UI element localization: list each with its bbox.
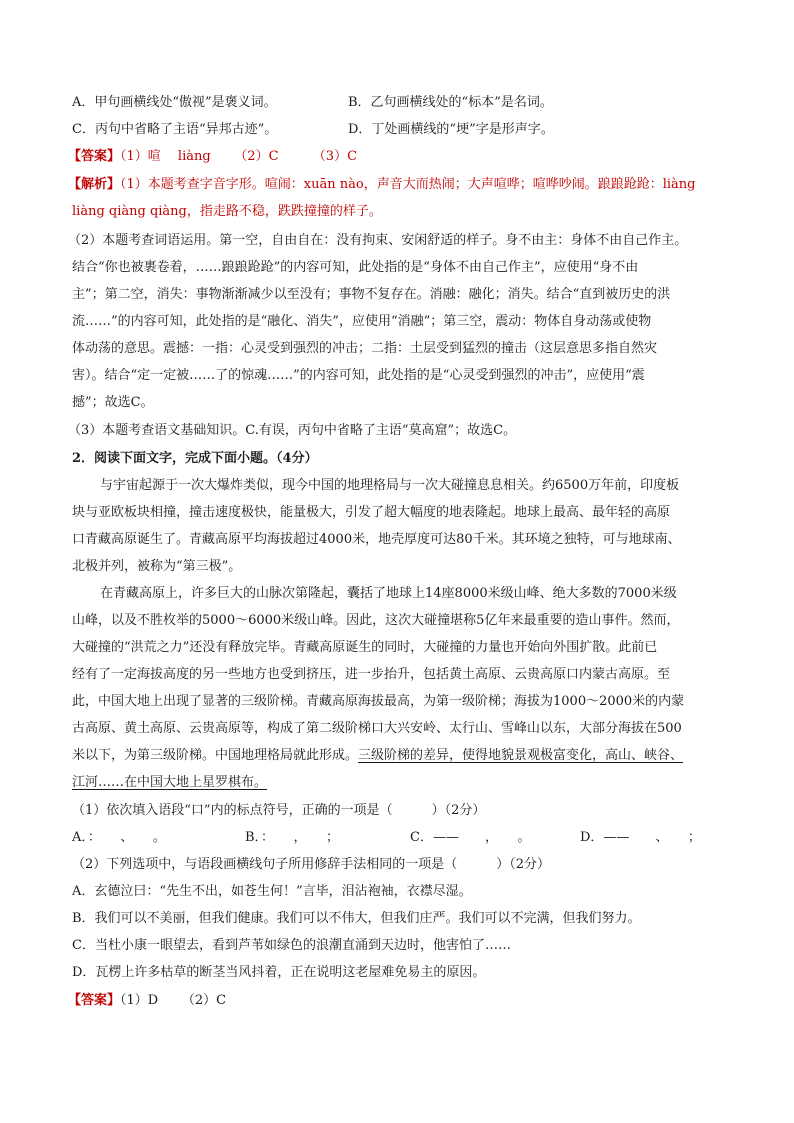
q2-answer-text: （1）D （2）C <box>120 993 227 1008</box>
answer-label: 【答案】 <box>68 149 121 164</box>
q2-sub2-question: （2）下列选项中，与语段画横线句子所用修辞手法相同的一项是（ ）（2分） <box>72 857 551 872</box>
q2-answer-label: 【答案】 <box>68 993 121 1008</box>
q2-para2-line-7-text: 米以下，为第三级阶梯。中国地理格局就此形成。 <box>72 748 359 763</box>
q1-option-d: D．丁处画横线的“埂”字是形声字。 <box>348 122 554 137</box>
q2-sub1-option-c: C．—— ， 。 <box>410 830 531 845</box>
answer-text: （1）喧 liàng （2）C （3）C <box>120 149 358 164</box>
q1-answer <box>68 147 357 167</box>
q1-option-b: B．乙句画横线处的“标本”是名词。 <box>348 95 553 110</box>
q2-answer <box>68 991 226 1011</box>
q1-analysis-line-1 <box>68 175 695 195</box>
q1-analysis-part2-line-2: 结合“你也被裹卷着，……踉踉跄跄”的内容可知，此处指的是“身体不由自己作主”，应使用“身不由 <box>72 260 639 275</box>
q1-analysis-part2-line-1: （2）本题考查词语运用。第一空，自由自在：没有拘束、安闲舒适的样子。身不由主：身体不由自己作主。 <box>68 233 688 248</box>
q1-analysis-part3: （3）本题考查语文基础知识。C.有误，丙句中省略了主语“莫高窟”；故选C。 <box>68 423 517 438</box>
q2-sub1-question: （1）依次填入语段“口”内的标点符号，正确的一项是（ ）（2分） <box>72 803 486 818</box>
q2-sub2-option-a: A．玄德泣曰：“先生不出，如苍生何！”言毕，泪沾袍袖，衣襟尽湿。 <box>72 884 472 899</box>
q2-underlined-sentence-part2: 江河……在中国大地上星罗棋布。 <box>72 775 268 790</box>
q2-para1-line-2: 块与亚欧板块相撞，撞击速度极快，能量极大，引发了超大幅度的地表隆起。地球上最高、最年轻的高原 <box>72 505 671 520</box>
q2-sub1-option-b: B．： ， ； <box>245 830 340 845</box>
q1-analysis-part2-line-6: 害）。结合“定一定被……了的惊魂……”的内容可知，此处指的是“心灵受到强烈的冲击”，应使用“震 <box>72 368 645 383</box>
q2-heading: 2．阅读下面文字，完成下面小题。（4分） <box>72 451 318 466</box>
q2-sub1-option-d: D．—— 、 ； <box>580 830 701 845</box>
q1-analysis-part2-line-3: 主”；第二空，消失：事物渐渐减少以至没有；事物不复存在。消融：融化；消失。结合“直到被历史的洪 <box>72 287 671 302</box>
q2-para2-line-4: 经有了一定海拔高度的另一些地方也受到挤压，进一步抬升，包括黄土高原、云贵高原口内蒙古高原。至 <box>72 667 671 682</box>
q2-para2-line-7 <box>72 746 683 766</box>
q2-sub2-option-d: D．瓦楞上许多枯草的断茎当风抖着，正在说明这老屋难免易主的原因。 <box>72 965 486 980</box>
q1-analysis-part2-line-4: 流……”的内容可知，此处指的是“融化、消失”，应使用“消融”；第三空，震动：物体自身动荡或使物 <box>72 314 652 329</box>
q1-analysis-line-2: liàng qiàng qiàng，指走路不稳，跌跌撞撞的样子。 <box>72 204 382 219</box>
q2-underlined-sentence-part1: 三级阶梯的差异，使得地貌景观极富变化，高山、峡谷、 <box>358 748 684 763</box>
q2-sub1-option-a: A．： 、 。 <box>72 830 166 845</box>
q2-sub2-option-c: C．当杜小康一眼望去，看到芦苇如绿色的浪潮直涌到天边时，他害怕了…… <box>72 938 511 953</box>
q2-sub2-option-b: B．我们可以不美丽，但我们健康。我们可以不伟大，但我们庄严。我们可以不完满，但我们努力。 <box>72 911 641 926</box>
analysis-text-1: （1）本题考查字音字形。喧闹：xuān nào，声音大而热闹；大声喧哗；喧哗吵闹。踉踉跄跄：liàng <box>120 177 696 192</box>
q2-para2-line-5: 此，中国大地上出现了显著的三级阶梯。青藏高原海拔最高，为第一级阶梯；海拔为1000～2000米的内蒙 <box>72 694 685 709</box>
q1-analysis-part2-line-7: 撼”；故选C。 <box>72 395 154 410</box>
analysis-label: 【解析】 <box>68 177 121 192</box>
q2-para2-line-1: 在青藏高原上，许多巨大的山脉次第隆起，囊括了地球上14座8000米级山峰、绝大多数的7000米级 <box>100 586 677 601</box>
q2-para1-line-1: 与宇宙起源于一次大爆炸类似，现今中国的地理格局与一次大碰撞息息相关。约6500万年前，印度板 <box>100 478 680 493</box>
q1-analysis-part2-line-5: 体动荡的意思。震撼：一指：心灵受到强烈的冲击；二指：土层受到猛烈的撞击（这层意思多指自然灾 <box>72 341 658 356</box>
q2-para2-line-2: 山峰，以及不胜枚举的5000～6000米级山峰。因此，这次大碰撞堪称5亿年来最重要的造山事件。然而， <box>72 613 680 628</box>
q1-option-c: C．丙句中省略了主语“异邦古迹”。 <box>72 122 278 137</box>
q2-para2-line-6: 古高原、黄土高原、云贵高原等，构成了第二级阶梯口大兴安岭、太行山、雪峰山以东，大部分海拔在500 <box>72 721 682 736</box>
q2-para1-line-4: 北极并列，被称为“第三极”。 <box>72 559 242 574</box>
q1-option-a: A．甲句画横线处“傲视”是褒义词。 <box>72 95 277 110</box>
q2-para2-line-3: 大碰撞的“洪荒之力”还没有释放完毕。青藏高原诞生的同时，大碰撞的力量也开始向外围扩散。此前已 <box>72 640 658 655</box>
q2-para1-line-3: 口青藏高原诞生了。青藏高原平均海拔超过4000米，地壳厚度可达80千米。其环境之独特，可与地球南、 <box>72 532 681 547</box>
